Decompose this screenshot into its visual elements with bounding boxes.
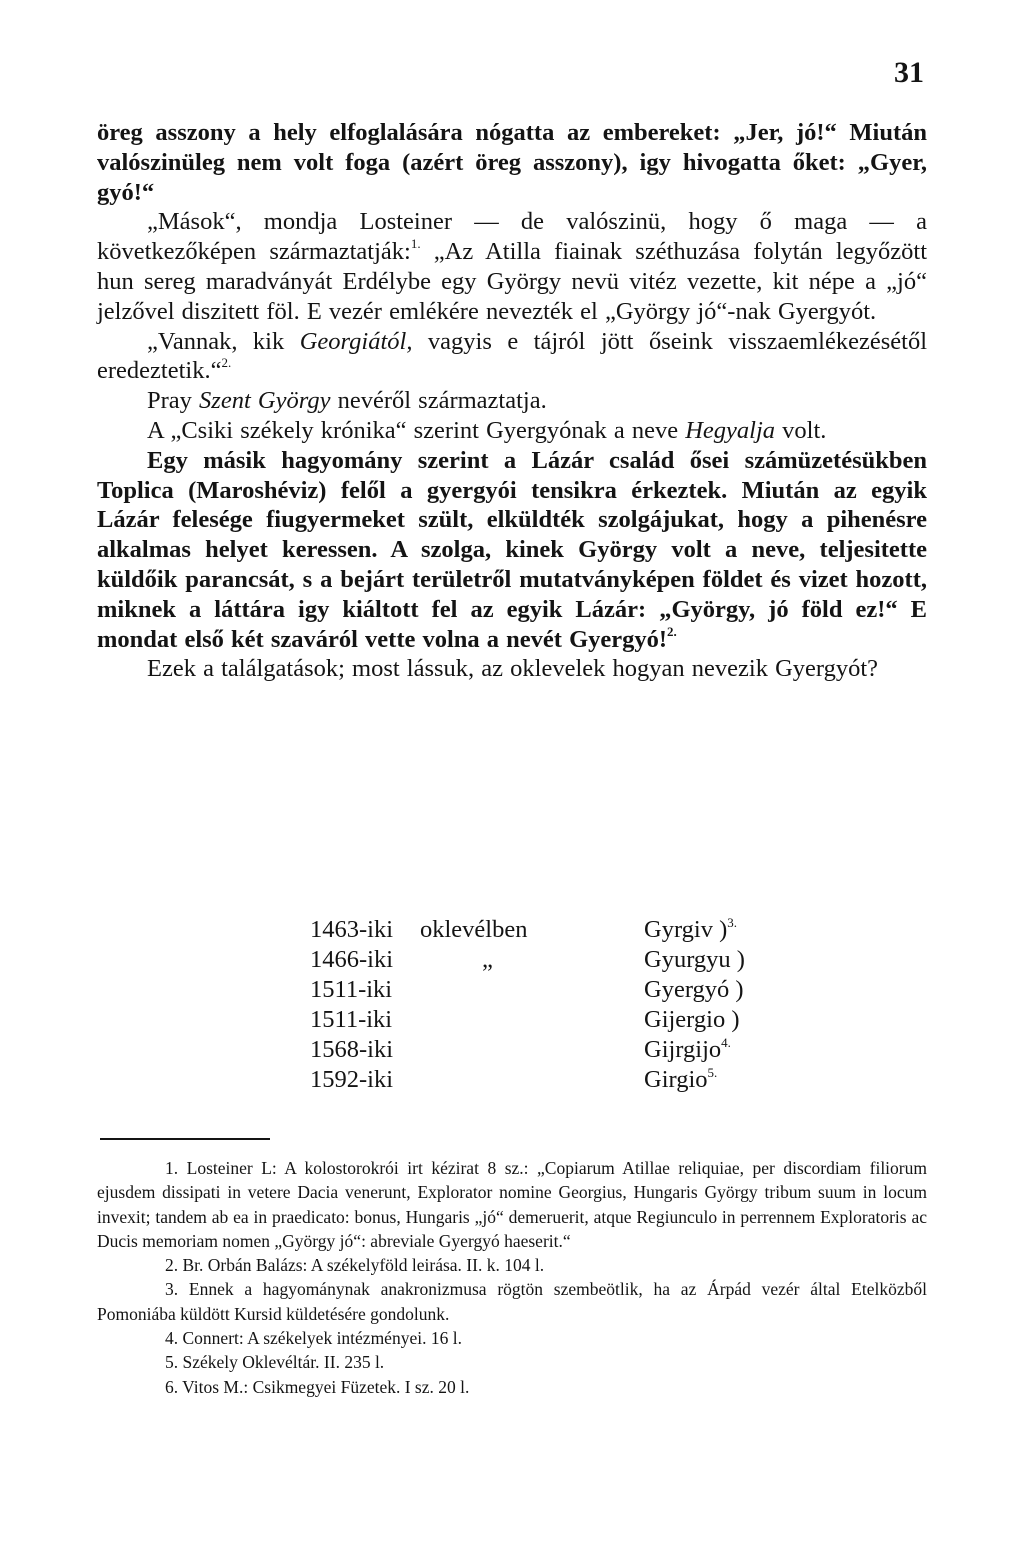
footnote-3: 3. Ennek a hagyománynak anakronizmusa rögtön szembeötlik, ha az Árpád vezér által Etelközből Pomoniába küldött Kursid küldetésére gondolunk. — [97, 1279, 927, 1324]
name-bracket: ) — [731, 1006, 740, 1033]
footnote-2: 2. Br. Orbán Balázs: A székelyföld leirása. II. k. 104 l. — [165, 1255, 545, 1276]
paragraph-4-end: nevéről származtatja. — [330, 387, 547, 415]
paragraph-2 — [97, 207, 927, 326]
footnote-ref-2: 2. — [221, 355, 232, 371]
name-text: Gyrgiv — [644, 916, 713, 943]
table-row — [310, 976, 844, 1006]
paragraph-3-start: „Vannak, kik — [147, 327, 300, 355]
table-cell-name — [644, 946, 844, 976]
name-footnote-ref: 4. — [721, 1035, 731, 1050]
table-cell-kind — [420, 1066, 644, 1096]
name-bracket: ) — [719, 916, 728, 943]
table-row — [310, 946, 844, 976]
footnote-divider — [100, 1138, 270, 1140]
table-cell-kind: „ — [482, 946, 493, 973]
table-cell-year: 1568-iki — [310, 1036, 394, 1063]
footnote-4: 4. Connert: A székelyek intézményei. 16 l. — [165, 1328, 462, 1349]
table-row — [310, 1036, 844, 1066]
name-footnote-ref: 3. — [727, 915, 738, 930]
table-row — [310, 1006, 844, 1036]
table-cell-year: 1592-iki — [310, 1066, 394, 1093]
paragraph-1: öreg asszony a hely elfoglalására nógatta az embereket: „Jer, jó!“ Miután valószinüleg nem volt foga (azért öreg asszony), igy hivogatta őket: „Gyer, gyó!“ — [97, 119, 927, 206]
paragraph-6-text: Egy másik hagyomány szerint a Lázár család ősei számüzetésükben Toplica (Maroshéviz) felől a gyergyói tensikra érkeztek. Miután az egyik Lázár felesége fiugyermeket szült, elküldték szolgájukat, hogy a pihenésre alkalmas helyet keressen. A szolga, kinek György volt a neve, teljesitette küldőik parancsát, s a bejárt területről mutatványképen földet és vizet hozott, miknek a láttára igy kiáltott fel az egyik Lázár: „György, jó föld ez!“ E mondat első két szaváról vette volna a nevét Gyergyó! — [97, 446, 927, 653]
body-text — [97, 118, 927, 684]
paragraph-3-italic: Georgiától, — [299, 327, 413, 355]
footnote-ref-2b: 2. — [667, 623, 677, 639]
paragraph-4 — [97, 386, 927, 416]
name-footnote-ref: 5. — [707, 1065, 718, 1080]
table-cell-name — [644, 1006, 844, 1036]
table-cell-year: 1466-iki — [310, 946, 394, 973]
paragraph-2-start: „Mások“, mondja Losteiner — de valószinü, hogy ő maga — a következőképen származtatják: — [97, 208, 927, 266]
table-cell-kind: oklevélben — [420, 916, 528, 943]
paragraph-5-italic: Hegyalja — [685, 416, 776, 444]
name-text: Gyurgyu — [644, 946, 731, 973]
paragraph-6 — [97, 446, 927, 655]
page-number: 31 — [894, 56, 924, 89]
table-cell-kind — [420, 1006, 644, 1036]
table-cell-kind — [420, 1036, 644, 1066]
paragraph-7: Ezek a találgatások; most lássuk, az oklevelek hogyan nevezik Gyergyót? — [147, 655, 879, 683]
table-cell-name — [644, 976, 844, 1006]
footnote-5: 5. Székely Oklevéltár. II. 235 l. — [165, 1352, 385, 1373]
document-name-table — [310, 916, 844, 1096]
name-text: Gijrgijo — [644, 1036, 722, 1063]
paragraph-4-start: Pray — [147, 387, 200, 415]
footnote-ref-1: 1. — [410, 236, 421, 252]
table-cell-year: 1511-iki — [310, 1006, 393, 1033]
table-cell-name — [644, 1036, 844, 1066]
table-row — [310, 916, 844, 946]
paragraph-5-start: A „Csiki székely krónika“ szerint Gyergyónak a neve — [147, 416, 686, 444]
name-text: Gijergio — [644, 1006, 726, 1033]
paragraph-2-end: „Az Atilla fiainak széthuzása folytán legyőzött hun sereg maradványát Erdélybe egy György nevü vitéz vezette, kit népe a „jó“ jelzővel diszitett föl. E vezér emlékére nevezték el „György jó“-nak Gyergyót. — [97, 238, 928, 325]
name-text: Gyergyó — [644, 976, 730, 1003]
table-cell-name — [644, 1066, 844, 1096]
footnote-6: 6. Vitos M.: Csikmegyei Füzetek. I sz. 20 l. — [165, 1376, 470, 1397]
paragraph-3 — [97, 327, 927, 387]
table-cell-year: 1463-iki — [310, 916, 394, 943]
name-bracket: ) — [736, 946, 745, 973]
name-text: Girgio — [644, 1066, 708, 1093]
paragraph-5-end: volt. — [775, 416, 827, 444]
table-cell-name — [644, 916, 844, 946]
table-cell-year: 1511-iki — [310, 976, 393, 1003]
footnotes — [97, 1156, 927, 1399]
paragraph-3-end: vagyis e tájról jött őseink visszaemlékezésétől eredeztetik.“ — [97, 327, 927, 385]
footnote-1: 1. Losteiner L: A kolostorokrói irt kézirat 8 sz.: „Copiarum Atillae reliquiae, per discordiam filiorum ejusdem dissipati in vetere Dacia venerunt, Explorator nomine Georgius, Hungaris György tribum suum in locum invexit; tandem ab ea in praedicato: bonus, Hungaris „jó“ demeruerit, atque Regiunculo in perrennem Exploratoris ac Ducis memoriam nomen „György jó“: abreviale Gyergyó haeserit.“ — [97, 1158, 927, 1251]
paragraph-4-italic: Szent György — [199, 387, 331, 415]
table-cell-kind — [420, 976, 644, 1006]
paragraph-5 — [97, 416, 927, 446]
name-bracket: ) — [735, 976, 744, 1003]
table-row — [310, 1066, 844, 1096]
